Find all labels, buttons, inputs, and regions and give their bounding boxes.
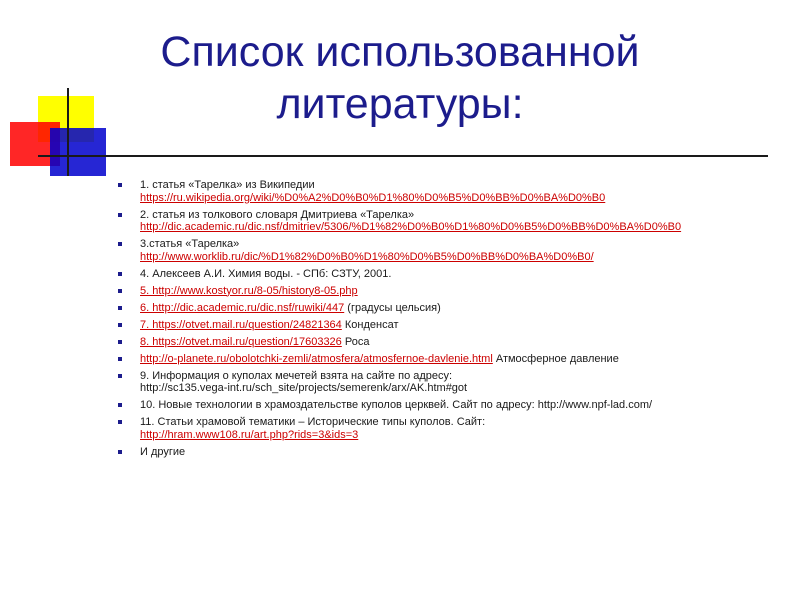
reference-url-text: http://sc135.vega-int.ru/sch_site/projects/semerenk/arx/AK.htm#got: [140, 382, 468, 394]
reference-item: [118, 302, 778, 315]
bullet-icon: [118, 420, 122, 424]
reference-link[interactable]: 5. http://www.kostyor.ru/8-05/history8-05.php: [140, 284, 358, 297]
bullet-icon: [118, 450, 122, 454]
bullet-icon: [118, 272, 122, 276]
bullet-icon: [118, 403, 122, 407]
bullet-icon: [118, 323, 122, 327]
bullet-icon: [118, 357, 122, 361]
reference-link[interactable]: http://dic.academic.ru/dic.nsf/dmitriev/5306/%D1%82%D0%B0%D1%80%D0%B5%D0%BB%D0%BA%D0%B0: [140, 221, 682, 233]
reference-link[interactable]: 6. http://dic.academic.ru/dic.nsf/ruwiki/447: [140, 301, 345, 314]
reference-text: И другие: [140, 445, 186, 458]
reference-item: [118, 370, 778, 395]
reference-link[interactable]: http://hram.www108.ru/art.php?rids=3&ids=3: [140, 428, 359, 441]
reference-link[interactable]: http://o-planete.ru/obolotchki-zemli/atmosfera/atmosfernoe-davlenie.html: [140, 352, 493, 365]
reference-list: [118, 179, 778, 463]
title-line-1: Список использованной: [160, 28, 640, 76]
reference-item: [118, 238, 778, 263]
decor-vertical-line: [67, 88, 69, 176]
title-divider-line: [38, 155, 768, 157]
title-line-2: литературы:: [276, 80, 524, 128]
reference-note: Атмосферное давление: [492, 352, 619, 365]
reference-item: [118, 319, 778, 332]
bullet-icon: [118, 340, 122, 344]
reference-text: 3.статья «Тарелка»: [140, 238, 240, 250]
reference-link[interactable]: http://www.worklib.ru/dic/%D1%82%D0%B0%D1%80%D0%B5%D0%BB%D0%BA%D0%B0/: [140, 250, 594, 263]
bullet-icon: [118, 289, 122, 293]
reference-text: 2. статья из толкового словаря Дмитриева «Тарелка»: [140, 208, 415, 221]
bullet-icon: [118, 374, 122, 378]
reference-text: 9. Информация о куполах мечетей взята на сайте по адресу:: [140, 369, 453, 382]
reference-item: [118, 268, 778, 281]
slide-title: [120, 26, 680, 130]
reference-item: [118, 399, 778, 412]
decor-blue-square: [50, 128, 106, 176]
reference-item: [118, 353, 778, 366]
reference-note: (градусы цельсия): [344, 301, 441, 314]
reference-text: 10. Новые технологии в храмоздательстве куполов церквей. Сайт по адресу: http://www.npf-lad.com/: [140, 399, 653, 411]
bullet-icon: [118, 213, 122, 217]
reference-item: [118, 209, 778, 234]
reference-link[interactable]: 7. https://otvet.mail.ru/question/24821364: [140, 318, 342, 331]
bullet-icon: [118, 242, 122, 246]
reference-link[interactable]: https://ru.wikipedia.org/wiki/%D0%A2%D0%B0%D1%80%D0%B5%D0%BB%D0%BA%D0%B0: [140, 191, 606, 204]
bullet-icon: [118, 306, 122, 310]
reference-note: Роса: [341, 335, 370, 348]
reference-text: 11. Статьи храмовой тематики – Исторические типы куполов. Сайт:: [140, 416, 486, 428]
bullet-icon: [118, 183, 122, 187]
reference-item: [118, 416, 778, 441]
reference-text: 4. Алексеев А.И. Химия воды. - СПб: СЗТУ, 2001.: [140, 267, 392, 280]
reference-link[interactable]: 8. https://otvet.mail.ru/question/17603326: [140, 335, 342, 348]
reference-note: Конденсат: [341, 318, 399, 331]
reference-item: [118, 336, 778, 349]
reference-item: [118, 285, 778, 298]
reference-text: 1. статья «Тарелка» из Википедии: [140, 179, 315, 191]
reference-item: [118, 446, 778, 459]
reference-item: [118, 179, 778, 204]
